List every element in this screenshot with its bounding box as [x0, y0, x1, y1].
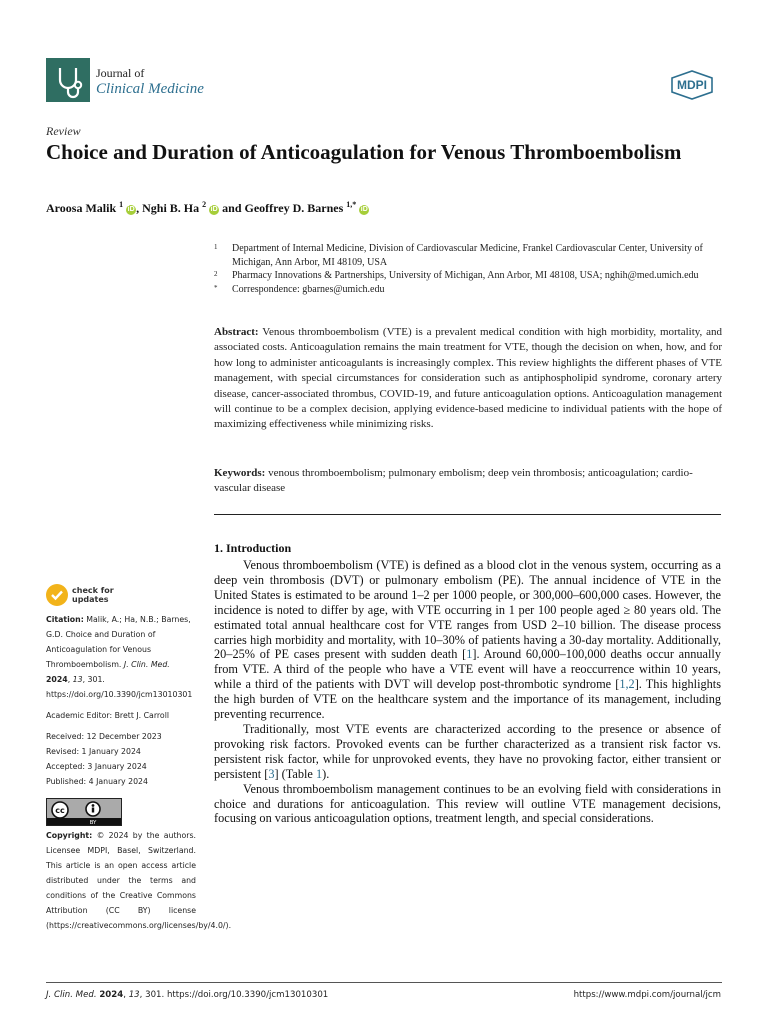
footer-year: 2024: [99, 990, 124, 1000]
author-list: [46, 200, 369, 216]
author-separator: and: [219, 201, 245, 215]
mdpi-logo-text: MDPI: [677, 78, 707, 92]
check-updates-icon: [46, 584, 68, 606]
author-name[interactable]: Nghi B. Ha: [142, 201, 200, 215]
orcid-icon[interactable]: iD: [360, 206, 368, 213]
affiliation-mark: *: [214, 283, 218, 292]
author-separator: ,: [136, 201, 143, 215]
citation-text: Malik, A.; Ha, N.B.; Barnes, G.D. Choice and Duration of Anticoagulation for Venous Thromboembolism.: [46, 615, 191, 669]
received-date: Received: 12 December 2023: [46, 732, 162, 741]
article-info-sidebar: [46, 612, 196, 789]
paragraph-text: Traditionally, most VTE events are characterized according to the presence or absence of provoking risk factors. Provoked events can be further characterized as a transient risk factor vs. persistent risk factor, while for unprovoked events, they have no provoking factor, either transient or persistent [: [214, 721, 721, 781]
citation-journal: J. Clin. Med.: [123, 660, 170, 669]
citation-doi[interactable]: , 301. https://doi.org/10.3390/jcm13010301: [46, 675, 193, 699]
citation-year: 2024: [46, 675, 68, 684]
introduction-body: [214, 558, 721, 826]
paragraph-text: Venous thromboembolism (VTE) is defined as a blood clot in the venous system, occurring as a deep vein thrombosis (DVT) or pulmonary embolism (PE). The annual incidence of VTE in the United States is estimated to be around 1–2 per 1000 people, or 300,000–600,000 cases. However, the incidence is noted to differ by age, with VTE occurring in 1 per 100 people aged ≥ 80 years old. The estimated total annual healthcare cost for VTE ranges from USD 2–10 billion. The disease process carries high morbidity and mortality, with 10–30% of patients having a 30-day mortality. Additionally, 20–25% of PE cases present with sudden death [: [214, 558, 721, 662]
check-updates-label: [72, 586, 114, 604]
journal-name-line2: Clinical Medicine: [96, 81, 204, 97]
check-updates-line2: updates: [72, 595, 109, 604]
paragraph: [214, 722, 721, 782]
paragraph-text: ]. This highlights the high burden of VTE on the healthcare system and the importance of its management, including preventing recurrence.: [214, 677, 721, 722]
copyright-text: © 2024 by the authors. Licensee MDPI, Basel, Switzerland. This article is an open access article distributed under the terms and conditions of the Creative Commons Attribution (CC BY) license (https://creativecommons.org/licenses/by/4.0/).: [46, 831, 232, 930]
affiliation-item: [214, 242, 724, 269]
affiliation-text: Pharmacy Innovations & Partnerships, University of Michigan, Ann Arbor, MI 48108, USA; nghih@med.umich.edu: [232, 270, 699, 281]
check-for-updates-button[interactable]: [46, 584, 166, 608]
affiliations: [214, 242, 724, 296]
accepted-date: Accepted: 3 January 2024: [46, 762, 147, 771]
copyright-notice: [46, 828, 232, 933]
section-divider: [214, 514, 721, 515]
copyright-label: Copyright:: [46, 831, 93, 840]
academic-editor: Academic Editor: Brett J. Carroll: [46, 711, 170, 720]
revised-date: Revised: 1 January 2024: [46, 747, 141, 756]
keywords: [214, 466, 722, 497]
journal-logo: [46, 58, 90, 102]
abstract: [214, 325, 722, 433]
author-affil-sup: 2: [202, 200, 207, 209]
citation-label: Citation:: [46, 615, 84, 624]
affiliation-text: Correspondence: gbarnes@umich.edu: [232, 283, 385, 295]
published-date: Published: 4 January 2024: [46, 777, 148, 786]
journal-name: [96, 66, 204, 98]
footer-journal-url[interactable]: https://www.mdpi.com/journal/jcm: [573, 990, 721, 1000]
paragraph: Venous thromboembolism management continues to be an evolving field with considerations in choice and durations for anticoagulation. This review will outline VTE management decisions, focusing on various anticoagulation options, treatment length, and special considerations.: [214, 781, 721, 826]
svg-text:cc: cc: [55, 806, 65, 815]
affiliation-mark: 2: [214, 270, 218, 278]
section-heading-introduction: 1. Introduction: [214, 541, 292, 555]
table-link[interactable]: 1: [315, 766, 323, 781]
footer-volume: 13: [128, 990, 140, 1000]
footer-citation: J. Clin. Med. 2024, 13, 301. https://doi.org/10.3390/jcm13010301: [46, 990, 329, 1000]
paragraph-text: ] (Table: [274, 766, 316, 781]
keywords-text: venous thromboembolism; pulmonary embolism; deep vein thrombosis; anticoagulation; cardio-vascular disease: [214, 467, 693, 495]
journal-name-line1: Journal of: [96, 66, 145, 80]
citation-block: Citation: Malik, A.; Ha, N.B.; Barnes, G.D. Choice and Duration of Anticoagulation for Venous Thromboembolism. J. Clin. Med. 2024, 13, 301. https://doi.org/10.3390/jcm13010301: [46, 615, 193, 699]
footer-doi[interactable]: , 301. https://doi.org/10.3390/jcm13010301: [139, 990, 329, 1000]
author-affil-sup: 1: [119, 200, 124, 209]
footer-journal: J. Clin. Med.: [46, 990, 97, 1000]
abstract-text: Venous thromboembolism (VTE) is a prevalent medical condition with high morbidity, mortality, and associated costs. Anticoagulation remains the main treatment for VTE, though the decision on when, how, and for how long to administer anticoagulants is increasingly complex. This review highlights the different phases of VTE management, with special circumstances for consideration such as antiphospholipid syndrome, coronary artery disease, cancer-associated thrombus, COVID-19, and future anticoagulation options. Anticoagulation management will continue to be a complex decision, applying evidence-based medicine to individual patients with the hope of maximizing effectiveness while minimizing risks.: [214, 326, 723, 431]
author-name[interactable]: Geoffrey D. Barnes: [244, 201, 344, 215]
article-type: Review: [46, 124, 81, 138]
article-title: Choice and Duration of Anticoagulation for Venous Thromboembolism: [46, 140, 682, 164]
author-affil-sup: 1,*: [346, 200, 357, 209]
affiliation-text: Department of Internal Medicine, Division of Cardiovascular Medicine, Frankel Cardiovascular Center, University of Michigan, Ann Arbor, MI 48109, USA: [232, 243, 703, 268]
orcid-icon[interactable]: iD: [210, 206, 218, 213]
cc-badge-label: BY: [89, 820, 97, 825]
paragraph-text: ).: [322, 766, 330, 781]
check-updates-line1: check for: [72, 586, 114, 595]
stethoscope-icon: [46, 58, 90, 102]
affiliation-item: [214, 283, 724, 297]
orcid-icon[interactable]: iD: [127, 206, 135, 213]
citation-link[interactable]: 3: [268, 766, 275, 781]
abstract-label: Abstract:: [214, 326, 259, 338]
author-name[interactable]: Aroosa Malik: [46, 201, 117, 215]
mdpi-logo: [666, 70, 718, 100]
keywords-label: Keywords:: [214, 467, 266, 479]
cc-by-license-badge[interactable]: [46, 798, 122, 826]
citation-volume: 13: [72, 675, 83, 684]
paragraph-text: ]. Around 60,000–100,000 deaths occur annually from VTE. A third of the people who have a VTE event will have a reoccurrence within 10 years, while a third of the patients with DVT will develop post-thrombotic syndrome [: [214, 647, 721, 692]
paragraph: [214, 558, 721, 722]
citation-link[interactable]: 1: [466, 647, 473, 662]
footer-divider: [46, 982, 722, 983]
citation-link[interactable]: 1,2: [619, 677, 635, 692]
affiliation-item: [214, 269, 724, 283]
affiliation-mark: 1: [214, 243, 218, 251]
